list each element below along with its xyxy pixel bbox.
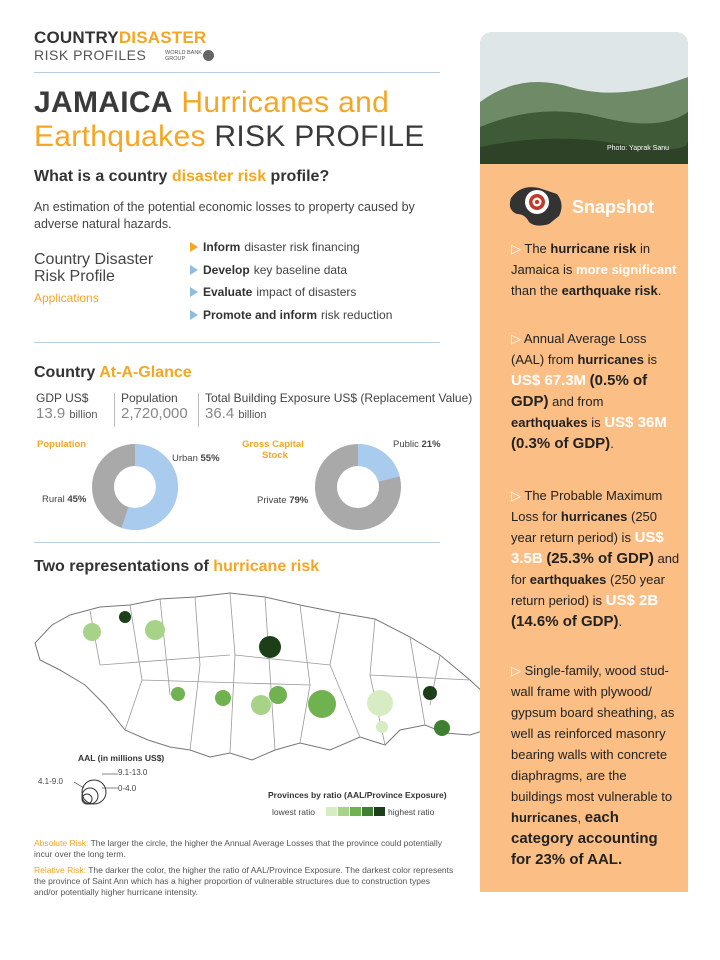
triangle-bullet-icon [190,242,198,252]
province-risk-circle [367,690,393,716]
ratio-legend-title: Provinces by ratio (AAL/Province Exposure) [268,790,447,800]
absolute-risk-note: Absolute Risk: The larger the circle, the higher the Annual Average Losses that the province could potentially incur over the long term. [34,838,442,859]
province-risk-circle [269,686,287,704]
header-rule [34,72,440,73]
world-bank-text: WORLD BANK GROUP [165,50,202,62]
province-risk-circle [171,687,185,701]
ratio-high-label: highest ratio [388,807,435,817]
ratio-swatch [326,807,337,816]
population-chart-title: Population [37,439,87,450]
page-title: JAMAICA Hurricanes and Earthquakes RISK PROFILE [34,86,425,153]
public-label: Public 21% [393,439,441,450]
urban-label: Urban 55% [172,453,220,464]
province-risk-circle [423,686,437,700]
aal-legend-label: 0-4.0 [118,784,137,793]
applications-list [190,236,392,326]
ratio-low-label: lowest ratio [272,807,315,817]
population-value: 2,720,000 [121,405,188,422]
capital-donut [308,437,408,537]
triangle-bullet-icon [190,310,198,320]
population-stat [121,391,188,422]
private-label: Private 79% [257,495,309,506]
cdrp-label: Country Disaster Risk Profile [34,251,154,285]
intro-question: What is a country disaster risk profile? [34,168,330,185]
aal-legend-label: 9.1-13.0 [118,768,148,777]
rural-label: Rural 45% [42,494,87,505]
population-label: Population [121,391,178,405]
ratio-swatch [350,807,361,816]
province-risk-circle [376,721,388,733]
province-risk-circle [259,636,281,658]
snapshot-point-2: ▷ Annual Average Loss (AAL) from hurricanes is US$ 67.3M (0.5% of GDP) and from earthquakes is US$ 36M (0.3% of GDP). [511,331,667,452]
brand-title: COUNTRYDISASTER [34,28,207,47]
province-risk-circle [308,690,336,718]
triangle-bullet-icon: ▷ [511,331,521,346]
map-notes [34,838,454,898]
glance-title: Country At-A-Glance [34,364,192,381]
province-risk-circle [434,720,450,736]
snapshot-point-1: ▷ The hurricane risk in Jamaica is more significant than the earthquake risk. [511,241,677,298]
relative-risk-note: Relative Risk: The darker the color, the higher the ratio of AAL/Province Exposure. The darkest color represents the province of Saint Ann which has a higher proportion of vulnerable structures due to construction types and/or potentially higher hurricane intensity. [34,865,454,897]
world-bank-logo-icon [203,50,214,61]
snapshot-point-4: ▷ Single-family, wood stud-wall frame with plywood/ gypsum board sheathing, as well as reinforced masonry bearing walls with concrete diaphragms, are the buildings most vulnerable to hurricanes, each category accounting for 23% of AAL. [511,663,675,868]
applications-label: Applications [34,291,99,305]
jamaica-map [30,585,510,765]
province-risk-circle [83,623,101,641]
capital-chart-title: Gross Capital Stock [242,439,304,461]
list-item: Develop key baseline data [190,259,392,282]
aal-legend-title: AAL (in millions US$) [78,753,165,763]
divider [198,393,199,427]
province-risk-circle [145,620,165,640]
exposure-value: 36.4 billion [205,405,267,422]
target-map-icon [505,180,569,230]
list-item: Inform disaster risk financing [190,236,392,259]
province-risk-circle [251,695,271,715]
province-risk-circle [119,611,131,623]
brand-subtitle: RISK PROFILES [34,47,147,63]
legend-circle-large [82,780,106,804]
photo-credit: Photo: Yaprak Sanu [607,145,670,152]
divider [114,393,115,427]
list-item: Evaluate impact of disasters [190,281,392,304]
legend-circle-medium [82,788,98,804]
exposure-label: Total Building Exposure US$ (Replacement Value) [205,391,473,405]
snapshot-title: Snapshot [572,197,655,217]
population-donut [85,437,185,537]
section-rule [34,542,440,543]
triangle-bullet-icon: ▷ [511,241,521,256]
triangle-bullet-icon: ▷ [511,488,521,503]
aal-legend-label: 4.1-9.0 [38,777,63,786]
triangle-bullet-icon: ▷ [511,663,521,678]
legend-circle-small [82,794,92,804]
section-rule [34,342,440,343]
ratio-swatch [362,807,373,816]
exposure-stat [205,391,472,422]
gdp-value: 13.9 billion [36,405,98,422]
intro-description: An estimation of the potential economic losses to property caused by adverse natural hazards. [34,200,415,231]
ratio-swatch [374,807,385,816]
province-risk-circle [215,690,231,706]
ratio-swatch [338,807,349,816]
list-item: Promote and inform risk reduction [190,304,392,327]
gdp-label: GDP US$ [36,391,89,405]
gdp-stat [36,391,98,422]
map-section-title: Two representations of hurricane risk [34,558,320,575]
snapshot-point-3: ▷ The Probable Maximum Loss for hurricanes (250 year return period) is US$ 3.5B (25.3% of GDP) and for earthquakes (250 year return period) is US$ 2B (14.6% of GDP). [511,488,680,630]
island-outline [35,593,502,760]
triangle-bullet-icon [190,287,198,297]
ratio-color-scale [326,807,386,816]
triangle-bullet-icon [190,265,198,275]
